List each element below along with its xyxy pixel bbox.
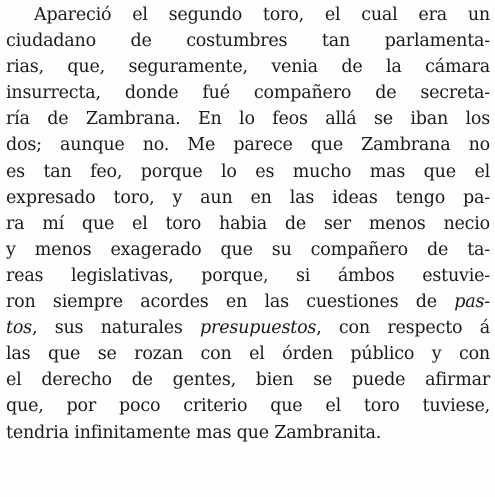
text-run: insurrecta, donde fué compañero de secreta- <box>6 83 490 104</box>
text-run: ra mí que el toro habia de ser menos necio <box>6 213 490 234</box>
text-line <box>6 393 490 419</box>
text-line <box>6 132 490 158</box>
text-run: las que se rozan con el órden público y con <box>6 344 490 365</box>
italic-run: presupuestos <box>200 318 317 339</box>
text-line <box>6 341 490 367</box>
italic-run: pas- <box>454 292 490 313</box>
text-line <box>6 80 490 106</box>
text-run: dos; aunque no. Me parece que Zambrana no <box>6 135 490 156</box>
text-run: , sus naturales <box>31 318 201 339</box>
text-run: reas legislativas, porque, si ámbos estuvie- <box>6 265 490 286</box>
text-run: el derecho de gentes, bien se puede afirmar <box>6 370 490 391</box>
text-run: ron siempre acordes en las cuestiones de <box>6 292 455 313</box>
text-line <box>6 106 490 132</box>
text-run: , con respecto á <box>316 318 490 339</box>
text-line <box>6 159 490 185</box>
text-line <box>6 263 490 289</box>
paragraph <box>6 2 490 446</box>
text-line <box>6 54 490 80</box>
text-run: rias, que, seguramente, venia de la cámara <box>6 57 490 78</box>
text-run: Apareció el segundo toro, el cual era un <box>34 5 490 25</box>
text-line <box>6 28 490 54</box>
text-line <box>6 367 490 393</box>
text-line <box>6 420 490 446</box>
text-line <box>6 211 490 237</box>
text-run: expresado toro, y aun en las ideas tengo pa- <box>6 187 490 208</box>
text-line <box>6 289 490 315</box>
text-run: tendria infinitamente mas que Zambranita. <box>6 422 382 443</box>
text-line <box>6 2 490 28</box>
text-line <box>6 237 490 263</box>
italic-run: tos <box>6 318 32 339</box>
text-run: ría de Zambrana. En lo feos allá se iban los <box>6 109 490 130</box>
text-run: ciudadano de costumbres tan parlamenta- <box>6 31 490 52</box>
text-run: es tan feo, porque lo es mucho mas que el <box>6 161 490 182</box>
text-line <box>6 185 490 211</box>
text-run: que, por poco criterio que el toro tuviese, <box>6 396 490 417</box>
text-run: y menos exagerado que su compañero de ta- <box>6 239 490 260</box>
text-line <box>6 315 490 341</box>
